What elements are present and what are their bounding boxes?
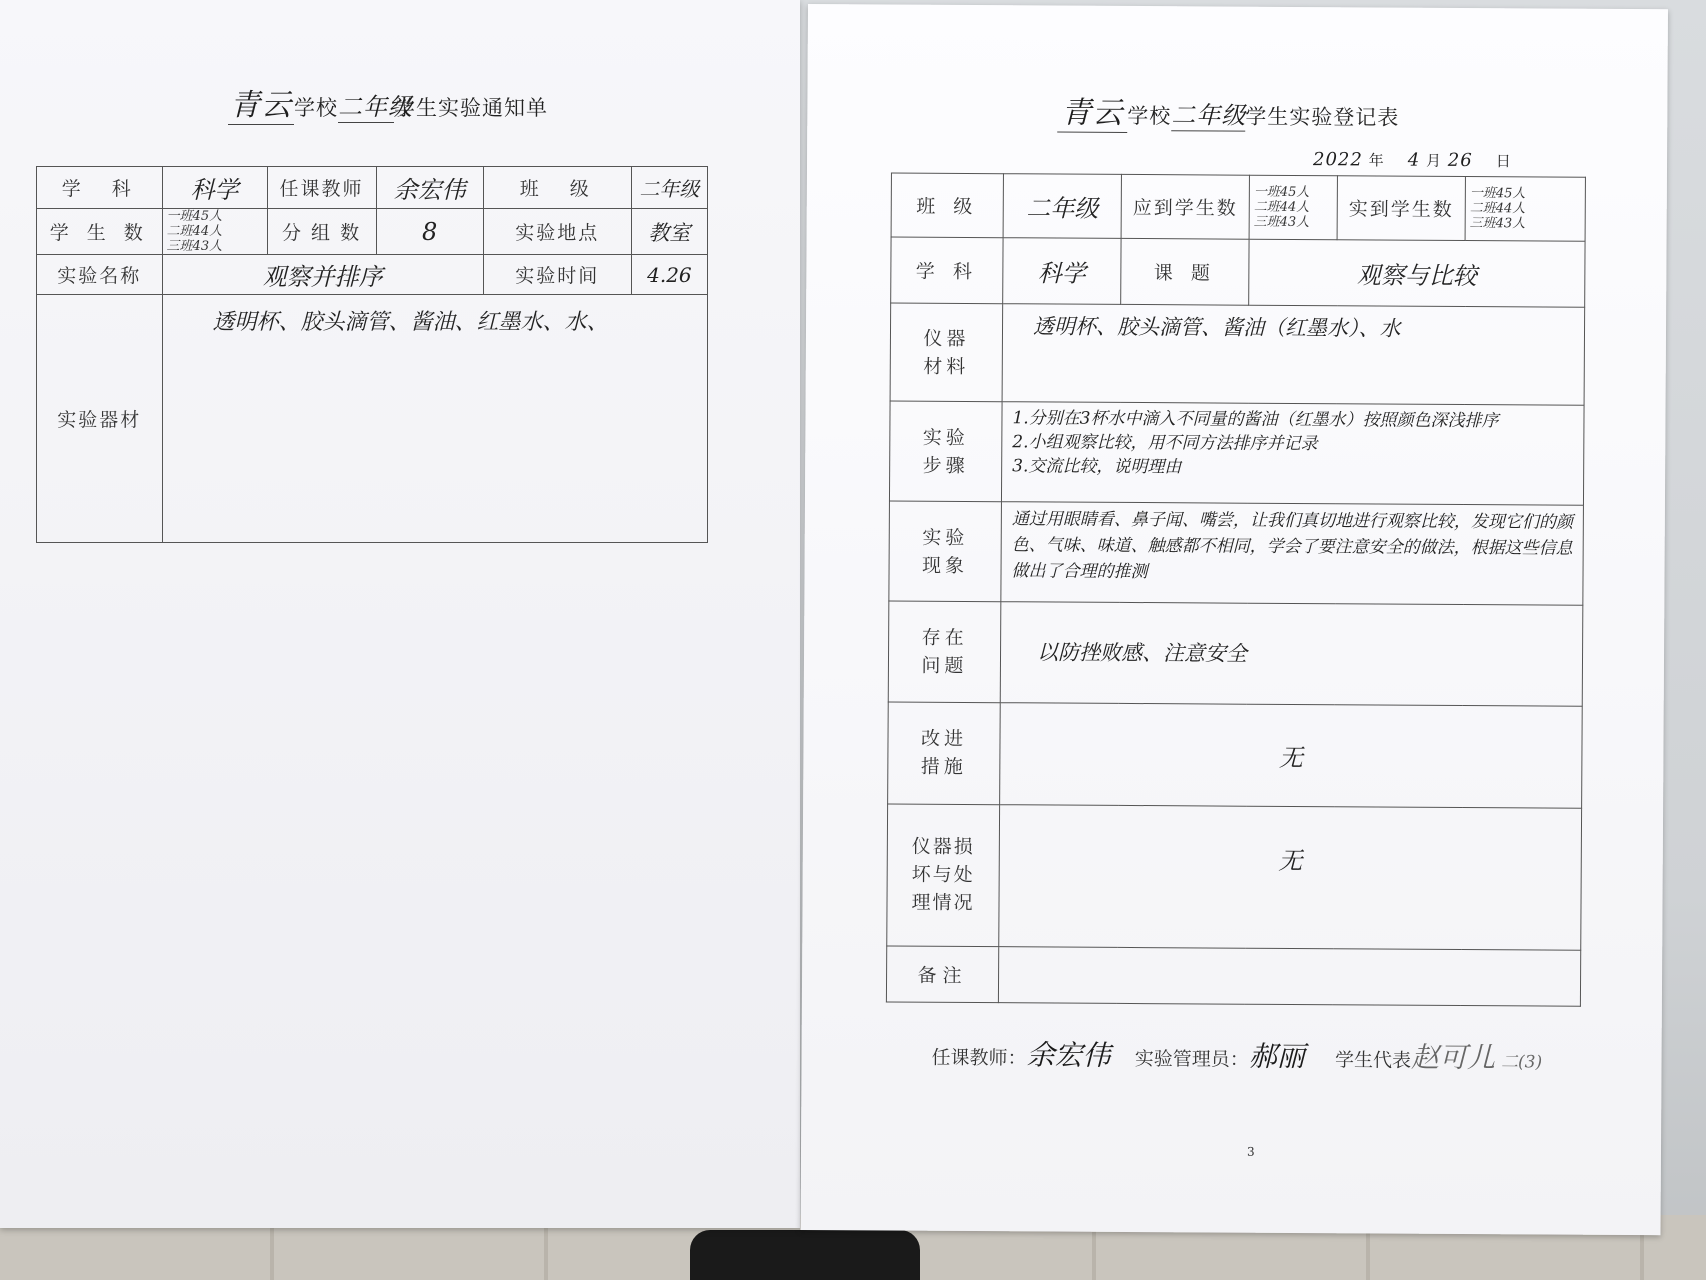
value-topic: 观察与比较	[1249, 239, 1585, 307]
label-materials	[890, 303, 1003, 402]
label-damage-line: 仪器损	[911, 835, 975, 859]
label-class: 班 级	[483, 167, 631, 209]
label-damage-line: 坏与处	[911, 863, 975, 887]
step-line: 2.小组观察比较，用不同方法排序并记录	[1012, 432, 1318, 455]
value-improvements: 无	[1000, 702, 1583, 808]
value-student-count	[162, 209, 267, 255]
value-subject: 科学	[1003, 238, 1121, 305]
label-problems	[888, 601, 1001, 702]
value-group-count: 8	[376, 209, 483, 255]
label-phenomena	[889, 501, 1002, 602]
label-problems-line: 存在	[921, 626, 968, 650]
expected-line: 三班43人	[1253, 214, 1310, 231]
value-class: 二年级	[631, 167, 707, 209]
expected-line: 一班45人	[1253, 184, 1310, 201]
date-month: 4	[1407, 149, 1421, 171]
school-word: 学校	[1127, 103, 1172, 129]
label-teacher: 任课教师	[267, 167, 376, 209]
actual-line: 三班43人	[1469, 216, 1526, 232]
label-damage-line: 理情况	[911, 891, 975, 915]
date-month-unit: 月	[1425, 151, 1443, 170]
label-equipment: 实验器材	[37, 295, 163, 543]
value-actual-students	[1465, 177, 1585, 242]
label-actual-students: 实到学生数	[1337, 176, 1465, 241]
rep-signature: 赵可儿	[1410, 1040, 1496, 1075]
notice-table	[36, 166, 708, 543]
school-name-field: 青云	[228, 80, 294, 125]
label-steps	[889, 401, 1002, 502]
date-day: 26	[1447, 149, 1473, 172]
value-class: 二年级	[1003, 174, 1121, 239]
label-improvements-line: 改进	[920, 727, 968, 751]
label-group-count: 分 组 数	[267, 209, 376, 255]
label-improvements-line: 措施	[920, 755, 967, 779]
teacher-signature: 余宏伟	[1026, 1038, 1111, 1072]
label-problems-line: 问题	[921, 654, 968, 678]
label-subject: 学 科	[37, 167, 163, 209]
grade-field: 二年级	[1171, 95, 1245, 131]
rep-sig-label: 学生代表	[1334, 1049, 1412, 1072]
page-number: 3	[1246, 1144, 1255, 1159]
registration-sheet	[801, 4, 1668, 1235]
value-location: 教室	[631, 209, 707, 255]
grade-field: 二年级	[338, 87, 394, 123]
date-year-unit: 年	[1368, 151, 1385, 170]
value-equipment: 透明杯、胶头滴管、酱油、红墨水、水、	[162, 295, 707, 543]
school-word: 学校	[294, 96, 338, 120]
label-experiment-name: 实验名称	[37, 255, 163, 295]
shoe-in-frame	[690, 1230, 920, 1280]
date-day-unit: 日	[1495, 152, 1512, 171]
label-steps-line: 实验	[922, 426, 969, 449]
notice-title	[228, 80, 548, 125]
value-expected-students	[1249, 175, 1337, 240]
admin-sig-label: 实验管理员：	[1134, 1048, 1249, 1071]
school-name-field: 青云	[1057, 88, 1127, 133]
registration-title	[1057, 88, 1399, 135]
value-experiment-name: 观察并排序	[162, 255, 483, 295]
label-phenomena-line: 实验	[922, 526, 969, 549]
value-teacher: 余宏伟	[376, 167, 483, 209]
label-topic: 课 题	[1121, 238, 1249, 305]
value-experiment-time: 4.26	[631, 255, 707, 295]
actual-line: 二班44人	[1469, 201, 1526, 217]
label-steps-line: 步骤	[922, 454, 969, 477]
admin-signature: 郝丽	[1248, 1039, 1305, 1074]
registration-table	[886, 173, 1586, 1007]
student-count-line: 一班45人	[166, 209, 223, 224]
label-materials-line: 仪器	[923, 327, 970, 350]
rep-class: 二(3)	[1501, 1052, 1543, 1073]
value-phenomena: 通过用眼睛看、鼻子闻、嘴尝，让我们真切地进行观察比较，发现它们的颜色、气味、味道、触感都不相同，学会了要注意安全的做法，根据这些信息做出了合理的推测	[1001, 502, 1584, 606]
doc-type-title: 学生实验登记表	[1245, 104, 1400, 130]
value-problems: 以防挫败感、注意安全	[1000, 602, 1583, 706]
label-remarks: 备注	[886, 946, 998, 1003]
date-year: 2022	[1312, 149, 1363, 171]
step-line: 3.交流比较，说明理由	[1012, 456, 1182, 478]
notice-sheet	[0, 0, 800, 1228]
label-materials-line: 材料	[923, 355, 970, 378]
value-remarks	[998, 947, 1580, 1007]
signature-row	[931, 1033, 1542, 1077]
label-experiment-time: 实验时间	[483, 255, 631, 295]
step-line: 1.分别在3杯水中滴入不同量的酱油（红墨水）按照颜色深浅排序	[1012, 408, 1499, 432]
student-count-line: 三班43人	[166, 239, 223, 254]
expected-line: 二班44人	[1253, 199, 1310, 216]
label-class: 班 级	[891, 173, 1003, 238]
actual-line: 一班45人	[1469, 186, 1526, 202]
teacher-sig-label: 任课教师：	[931, 1046, 1027, 1070]
record-date	[1313, 149, 1512, 171]
label-improvements	[888, 702, 1001, 805]
value-damage: 无	[999, 804, 1582, 950]
label-subject: 学 科	[891, 237, 1003, 304]
label-phenomena-line: 现象	[921, 554, 969, 577]
student-count-line: 二班44人	[166, 224, 223, 239]
label-location: 实验地点	[483, 209, 631, 255]
label-student-count: 学 生 数	[37, 209, 163, 255]
value-materials: 透明杯、胶头滴管、酱油（红墨水）、水	[1002, 304, 1585, 406]
doc-type-title: 学生实验通知单	[394, 96, 548, 120]
label-expected-students: 应到学生数	[1121, 174, 1249, 239]
value-steps	[1001, 402, 1584, 506]
label-damage	[887, 804, 1000, 947]
value-subject: 科学	[162, 167, 267, 209]
